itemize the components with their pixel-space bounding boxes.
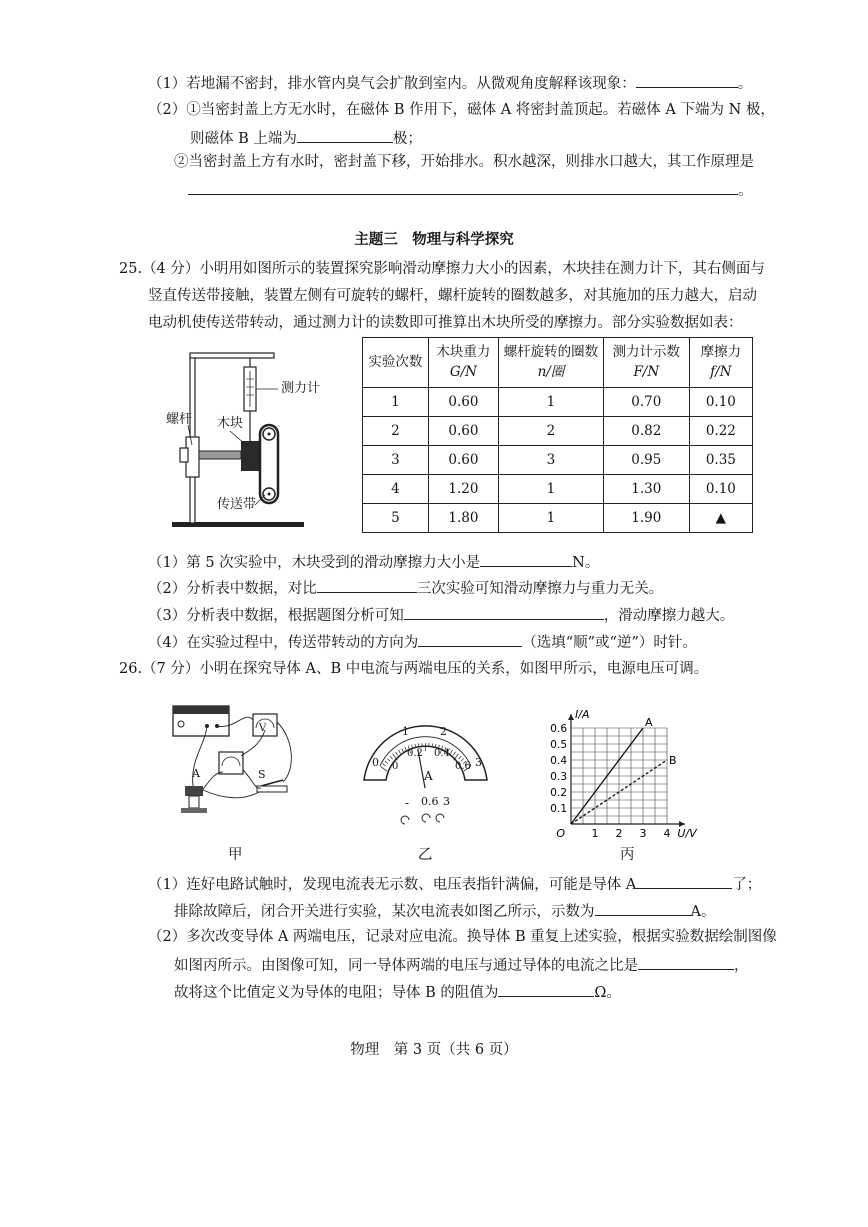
table-row: 2 0.60 2 0.82 0.22 xyxy=(363,417,753,446)
y-axis-label: I/A xyxy=(575,708,590,721)
x-tick-label: 4 xyxy=(663,827,671,840)
dial-bottom-02: 0.2 xyxy=(407,748,423,759)
label-block: 木块 xyxy=(217,416,244,431)
circuit-figure xyxy=(165,700,305,825)
origin-label: O xyxy=(556,827,565,840)
y-tick-label: 0.5 xyxy=(550,739,567,751)
q24-part1: （1）若地漏不密封，排水管内臭气会扩散到室内。从微观角度解释该现象： 。 xyxy=(148,73,752,95)
stand-arm xyxy=(190,353,274,358)
answer-blank[interactable] xyxy=(638,955,734,970)
terminal-3: 3 xyxy=(443,795,450,808)
header-weight: 木块重力 G/N xyxy=(428,338,498,388)
table-row: 4 1.20 1 1.30 0.10 xyxy=(363,475,753,504)
table-row: 1 0.60 1 0.70 0.10 xyxy=(363,388,753,417)
table-header-row xyxy=(363,338,753,388)
screw-knob xyxy=(180,448,188,462)
dial-bottom-06: 0.6 xyxy=(455,761,471,772)
terminal-06: 0.6 xyxy=(421,795,439,808)
y-tick-label: 0.2 xyxy=(550,787,567,799)
dial-bottom-0: 0 xyxy=(392,761,399,772)
x-tick-label: 1 xyxy=(591,827,599,840)
dial-top-1: 1 xyxy=(402,725,409,738)
table-row: 3 0.60 3 0.95 0.35 xyxy=(363,446,753,475)
q25-sub4: （4）在实验过程中，传送带转动的方向为 （选填“顺”或“逆”）时针。 xyxy=(148,632,697,654)
q24-part2b: 则磁体 B 上端为 极； xyxy=(190,128,422,150)
q25-stem-line2: 竖直传送带接触，装置左侧有可旋转的螺杆，螺杆旋转的圈数越多，对其施加的压力越大，启动 xyxy=(148,288,757,304)
answer-blank[interactable] xyxy=(317,578,417,593)
circuit-label-voltmeter: V xyxy=(259,723,267,734)
circuit-label-ammeter: A xyxy=(192,767,200,780)
header-trial: 实验次数 xyxy=(363,338,429,388)
fig-label-yi: 乙 xyxy=(418,847,433,863)
header-turns: 螺杆旋转的圈数 n/圈 xyxy=(498,338,603,388)
answer-blank[interactable] xyxy=(636,73,738,88)
y-tick-label: 0.4 xyxy=(550,755,567,767)
label-force-meter: 测力计 xyxy=(281,381,321,396)
wood-block xyxy=(241,441,259,471)
series-label-B: B xyxy=(669,754,677,767)
fig-label-bing: 丙 xyxy=(620,847,635,863)
circuit-label-switch: S xyxy=(258,768,266,781)
dial-top-2: 2 xyxy=(440,725,447,738)
q26-sub2b: 如图丙所示。由图像可知，同一导体两端的电压与通过导体的电流之比是 ， xyxy=(174,955,749,977)
label-belt: 传送带 xyxy=(217,497,257,512)
dial-bottom-04: 0.4 xyxy=(434,748,450,759)
terminal-negative: - xyxy=(405,796,410,810)
y-axis-arrow xyxy=(568,714,574,720)
q24-part2c: ②当密封盖上方有水时，密封盖下移，开始排水。积水越深，则排水口越大，其工作原理是 xyxy=(174,154,754,170)
meter-terminals xyxy=(400,810,450,830)
iu-graph xyxy=(545,700,705,840)
page-footer: 物理 第 3 页（共 6 页） xyxy=(350,1042,518,1058)
x-tick-label: 2 xyxy=(615,827,623,840)
answer-blank[interactable] xyxy=(480,552,572,567)
q25-sub3: （3）分析表中数据，根据题图分析可知 ，滑动摩擦力越大。 xyxy=(148,605,734,627)
q26-sub2c: 故将这个比值定义为导体的电阻；导体 B 的阻值为 Ω。 xyxy=(174,982,621,1004)
answer-blank[interactable] xyxy=(595,901,691,916)
y-tick-label: 0.3 xyxy=(550,771,567,783)
x-tick-label: 3 xyxy=(639,827,647,840)
q26-sub2a: （2）多次改变导体 A 两端电压，记录对应电流。换导体 B 重复上述实验，根据实验数据绘制图像 xyxy=(148,929,777,945)
dial-top-3: 3 xyxy=(475,756,482,769)
answer-blank[interactable] xyxy=(297,128,393,143)
header-reading: 测力计示数 F/N xyxy=(603,338,689,388)
x-axis-label: U/V xyxy=(677,827,697,840)
answer-blank[interactable] xyxy=(188,180,738,195)
answer-blank[interactable] xyxy=(498,982,594,997)
q24-part2a: （2）①当密封盖上方无水时，在磁体 B 作用下，磁体 A 将密封盖顶起。若磁体 A 下端为 N 极， xyxy=(148,102,775,118)
q25-sub1: （1）第 5 次实验中，木块受到的滑动摩擦力大小是 N。 xyxy=(148,552,599,574)
dial-top-0: 0 xyxy=(372,756,379,769)
conductor-a xyxy=(185,786,203,796)
q26-sub1a: （1）连好电路试触时，发现电流表无示数、电压表指针满偏，可能是导体 A 了； xyxy=(148,874,761,896)
q26-sub1b: 排除故障后，闭合开关进行实验，某次电流表如图乙所示，示数为 A。 xyxy=(174,901,715,923)
label-screw: 螺杆 xyxy=(166,412,193,427)
q24-part2d: 。 xyxy=(188,180,753,202)
header-friction: 摩擦力 f/N xyxy=(689,338,752,388)
answer-blank[interactable] xyxy=(636,874,732,889)
y-tick-label: 0.6 xyxy=(550,723,567,735)
dial-unit: A xyxy=(424,769,433,783)
friction-data-table xyxy=(362,337,753,533)
answer-blank[interactable] xyxy=(418,632,522,647)
section-title: 主题三 物理与科学探究 xyxy=(354,231,514,248)
table-row: 5 1.80 1 1.90 ▲ xyxy=(363,504,753,533)
q25-stem-line3: 电动机使传送带转动，通过测力计的读数即可推算出木块所受的摩擦力。部分实验数据如表： xyxy=(148,315,743,331)
q26-stem: 26.（7 分）小明在探究导体 A、B 中电流与两端电压的关系，如图甲所示，电源电压可调。 xyxy=(119,661,709,677)
y-tick-label: 0.1 xyxy=(550,803,567,815)
fig-label-jia: 甲 xyxy=(228,847,243,863)
screw-rod xyxy=(199,451,241,459)
series-label-A: A xyxy=(645,716,653,729)
q25-sub2: （2）分析表中数据，对比 三次实验可知滑动摩擦力与重力无关。 xyxy=(148,578,663,600)
q25-stem-line1: 25.（4 分）小明用如图所示的装置探究影响滑动摩擦力大小的因素，木块挂在测力计下，其右侧面与 xyxy=(119,261,765,277)
answer-blank[interactable] xyxy=(404,605,604,620)
